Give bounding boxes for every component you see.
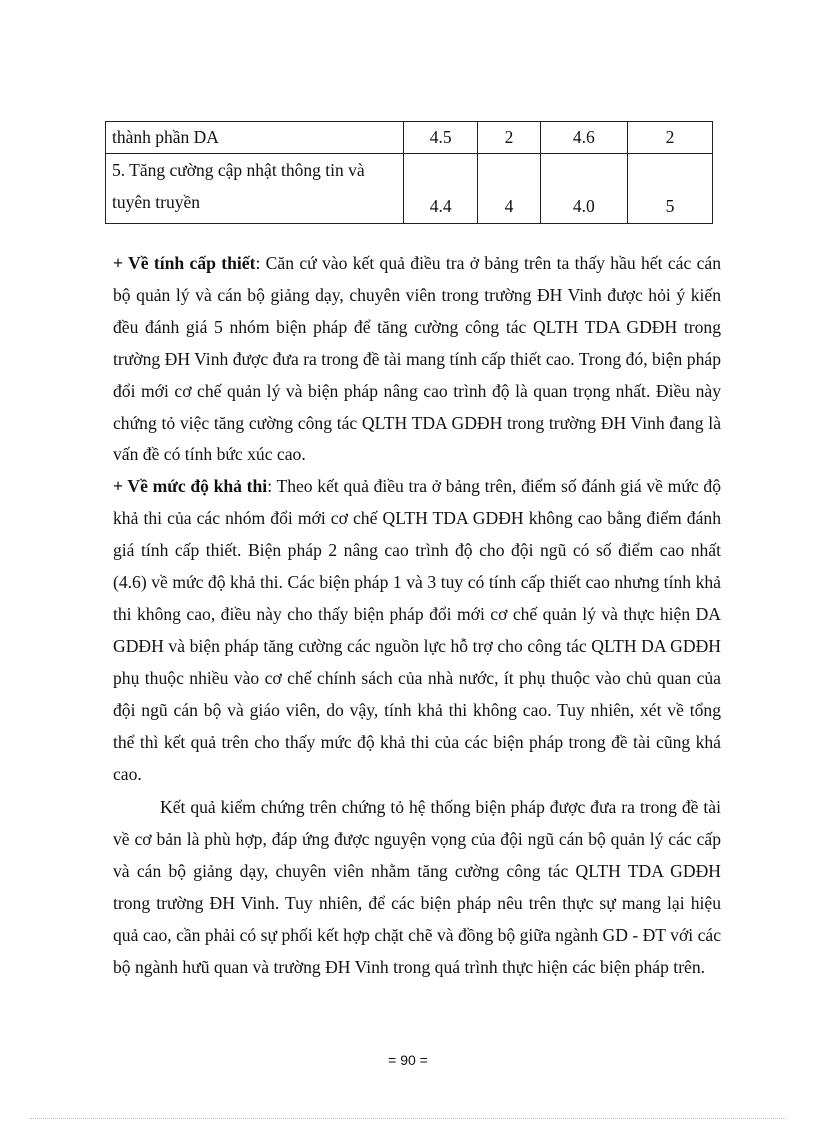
- table-cell-label: [106, 154, 404, 224]
- label-line: tuyên truyền: [112, 192, 200, 212]
- table-cell-label: thành phần DA: [106, 122, 404, 154]
- table-row: [106, 122, 713, 154]
- paragraph-urgency: [113, 248, 721, 471]
- page-divider: [30, 1118, 786, 1119]
- paragraph-heading: + Về mức độ khả thi: [113, 476, 268, 497]
- table-row: [106, 154, 713, 224]
- paragraph-text: : Theo kết quả điều tra ở bảng trên, điểm số đánh giá về mức độ khả thi của các nhóm đổi mới cơ chế QLTH TDA GDĐH không cao bằng điểm đánh giá tính cấp thiết. Biện pháp 2 nâng cao trình độ cho đội ngũ có số điểm cao nhất (4.6) về mức độ khả thi. Các biện pháp 1 và 3 tuy có tính cấp thiết cao nhưng tính khả thi không cao, điều này cho thấy biện pháp đổi mới cơ chế quản lý và thực hiện DA GDĐH và biện pháp tăng cường các nguồn lực hỗ trợ cho công tác QLTH DA GDĐH phụ thuộc nhiều vào cơ chế chính sách của nhà nước, ít phụ thuộc vào chủ quan của đội ngũ cán bộ và giáo viên, do vậy, tính khả thi không cao. Tuy nhiên, xét về tổng thể thì kết quả trên cho thấy mức độ khả thi của các biện pháp trong đề tài cũng khá cao.: [113, 476, 721, 784]
- table-cell-value: 4.0: [540, 154, 627, 224]
- paragraph-conclusion: Kết quả kiểm chứng trên chứng tỏ hệ thống biện pháp được đưa ra trong đề tài về cơ bản là phù hợp, đáp ứng được nguyện vọng của đội ngũ cán bộ quản lý các cấp và cán bộ giảng dạy, chuyên viên nhằm tăng cường công tác QLTH TDA GDĐH trong trường ĐH Vinh. Tuy nhiên, để các biện pháp nêu trên thực sự mang lại hiệu quả cao, cần phải có sự phối kết hợp chặt chẽ và đồng bộ giữa ngành GD - ĐT với các bộ ngành hưũ quan và trường ĐH Vinh trong quá trình thực hiện các biện pháp trên.: [113, 797, 721, 977]
- table-cell-value: 4: [478, 154, 540, 224]
- table-cell-value: 2: [627, 122, 712, 154]
- table-cell-value: 2: [478, 122, 540, 154]
- evaluation-table: [105, 121, 713, 224]
- label-line: 5. Tăng cường cập nhật thông tin và: [112, 160, 365, 180]
- body-text: [113, 248, 721, 984]
- page-number: = 90 =: [388, 1052, 428, 1068]
- paragraph-feasibility: [113, 471, 721, 790]
- table-cell-value: 4.6: [540, 122, 627, 154]
- paragraph-heading: + Về tính cấp thiết: [113, 253, 256, 273]
- paragraph-text: : Căn cứ vào kết quả điều tra ở bảng trên ta thấy hầu hết các cán bộ quản lý và cán bộ giảng dạy, chuyên viên trong trường ĐH Vinh được hỏi ý kiến đều đánh giá 5 nhóm biện pháp để tăng cường công tác QLTH TDA GDĐH trong trường ĐH Vinh được đưa ra trong đề tài mang tính cấp thiết cao. Trong đó, biện pháp đổi mới cơ chế quản lý và biện pháp nâng cao trình độ là quan trọng nhất. Điều này chứng tỏ việc tăng cường công tác QLTH TDA GDĐH trong trường ĐH Vinh đang là vấn đề có tính bức xúc cao.: [113, 253, 721, 465]
- table-cell-value: 5: [627, 154, 712, 224]
- table-cell-value: 4.4: [403, 154, 477, 224]
- table-cell-value: 4.5: [403, 122, 477, 154]
